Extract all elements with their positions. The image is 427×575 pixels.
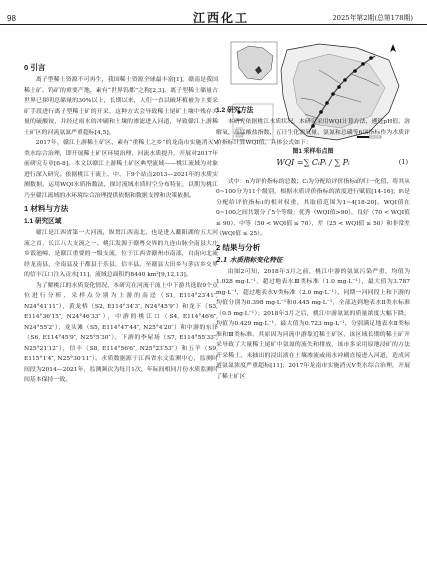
study-area-paragraph-2: 为了解桃江的水质变化情况，本研究在河流干流上中下游共选取9个点位进行分析，采样点分别为上游的南迳（S1, E114°23′41″, N24°41′11″），黄龙桥（S2, E114°34′3″, N24°45′9″）和龙下（S3, E114°36′15″, N24°46′33″），中游的桃江口（S4, E114°46′6″, N24°55′2″），龙头滩（S5, E114°47′44″, N25°4′20″）和中游的东泽（S6, E114°45′9″, N25°5′30″），下游的李屋场（S7, E114°55′33″, N25°21′12″），信丰（S8, E114°56′6″, N25°23′53″）和五羊（S9, E115°1′4″, N25°30′11″）。水质数据源于江西省水文监测中心，监测时间段为2014—2021年，监测频次为每月1次，年际间相同月份水质监测时间基本保持一致。 <box>24 282 218 383</box>
method-paragraph: 本研究依据桃江水质状况，本研究采用WQI计算方法，遴选pH值、溶解氧、高锰酸盐指数、五日生化需氧量、氨氮和总磷等6项指标作为水质评价指标计算WQI值，具体公式如下： <box>216 119 410 146</box>
journal-title: 江西化工 <box>193 11 250 25</box>
section-results-heading: 2 结果与分析 <box>216 242 261 252</box>
left-column <box>24 60 218 386</box>
results-paragraph: 由图2可知，2018年3月之前，桃江中游的氨氮污染严重，均值为1.028 mg·L⁻¹，超过地表水Ⅲ类标准（1.0 mg·L⁻¹），最大值为3.787 mg·L⁻¹，超过地表水Ⅴ类标准（2.0 mg·L⁻¹），同期一河同段上和下游的均值分别为0.398 mg·L⁻¹和0.445 mg·L⁻¹，全部达到地表水Ⅱ类水标准（0.5 mg·L⁻¹）；2018年3月之后，桃江中游氨氮的质量浓度大幅下降，均值为0.429 mg·L⁻¹，最大值为0.723 mg·L⁻¹，分别满足地表水Ⅱ类标准和Ⅲ类标准。其原因为河流中游靠近稀土矿区，该区域长期的稀土矿开采导致了大量稀土尾矿中氨氮的流失和排放，该市多采用原地浸矿的方法开采稀土，未抽出的浸出液在土壤渗流或雨水冲刷直接进入河道，造成河道氨氮浓度严重超标[11]；2017年龙南市实施消灭Ⅴ类水综合治理，开展了稀土矿区 <box>216 268 410 380</box>
study-area-paragraph-1: 赣江是江西省第一大河流，纵贯江西南北，也是进入鄱阳湖的五大河流之首，长江八大支流之一。桃江发源于赣粤交界的九连山脉全南县大庄乡饭池嶂，是赣江重要的一级支流，位于江西省赣州市南部，自南向北流经龙南县，全南县及于都县于乐县，信丰县，至赣县大田乡与茅店乡交界的信丰江口注入贡水[11]，流域总面积约8440 km²[9,12,13]。 <box>24 230 218 278</box>
figure-caption: 图1 采样布点图 <box>292 149 334 155</box>
issue-info: 2025年第2期(总第178期) <box>332 14 413 22</box>
page-header <box>0 0 427 34</box>
subsection-study-area-heading: 1.1 研究区域 <box>24 218 62 225</box>
wqi-equation <box>216 151 410 175</box>
equation-explanation: 式中：n为评价指标的总数；Cᵢ为分配给评价指标i的归一化值，将其从0~100分为11个级别，根据水质评价指标的浓度进行赋值[14-16]；Pᵢ是分配给评价指标i的相对权重，其取值范围为1~4[18-20]。WQI值在0~100之间共划分了5个等级：优秀（WQI值>90），良好（70 < WQI值 ≤ 90），中等（50 < WQI值 ≤ 70），差（25 < WQI值 ≤ 50）和非常差（WQI值 ≤ 25）。 <box>216 178 410 237</box>
subsection-water-quality-heading: 2.1 水质指标变化特征 <box>216 255 283 264</box>
section-intro-heading: 0 引言 <box>24 63 46 72</box>
page-number: 98 <box>7 14 16 23</box>
equation-body: ∑ CᵢPᵢ / ∑ Pᵢ <box>303 158 350 167</box>
subsection-method-heading: 1.2 研究方法 <box>216 107 254 114</box>
intro-paragraph-2: 2017年，赣江上游稀土矿区、素有“重稀土之乡”的龙南市实施消灭Ⅴ类水综合治理，即开展稀土矿区环境治理、河流水质提升，开展对2017年前研究专章[6-8]。本文以赣江上游稀土矿区典型流域——桃江流域为对象进行深入研究。依据桃江干流上、中、下9个站点2013—2021年的水质实测数据，运用WQI水质指数法，探讨流域水质时空分布特征，以期为桃江乃至赣江流域的水环境综合治理提供依据和数据支撑和决策依据。 <box>24 140 218 199</box>
intro-paragraph-1: 离子型稀土资源不可再生，我国稀土资源全球最丰富[1]，赣南是我国稀土矿、钨矿的重要产地，素有“世界钨都”之称[2,3]。离子型稀土储量占世界已探明总储量的30%以上，长期以来，人们一直以破坏植被为主要采矿手段进行离子型稀土矿的开采，这种方式会导致稀土尾矿土壤中残存大量的硫酸铵，并经过雨水的冲刷和土壤的渗滤进入河道，导致赣江上游稀土矿区的河流氨氮严重超标[4,5]。 <box>24 77 218 136</box>
equation-lhs: WQI = <box>276 158 304 167</box>
header-rule <box>0 24 427 25</box>
right-column <box>216 104 410 382</box>
section-materials-heading: 1 材料与方法 <box>24 204 69 213</box>
equation-number: (1) <box>398 157 408 166</box>
